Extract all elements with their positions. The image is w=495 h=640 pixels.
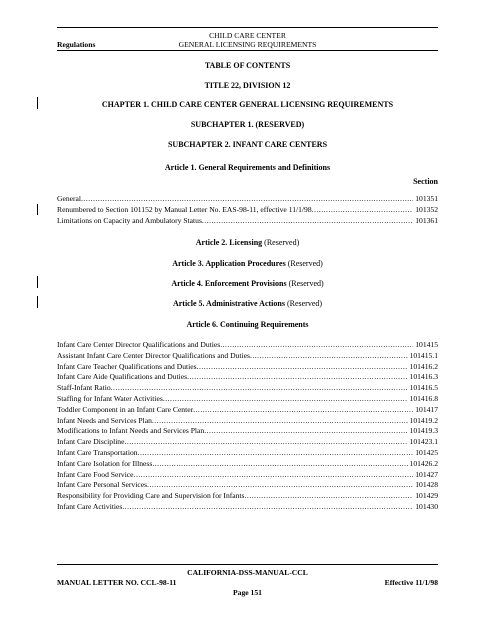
change-bar: [37, 296, 38, 308]
footer-rule: [57, 564, 438, 565]
toc-entry-title: Assistant Infant Care Center Director Qualifications and Duties: [57, 350, 250, 360]
article4-title: Article 4. Enforcement Provisions: [171, 279, 287, 288]
article6-heading: Article 6. Continuing Requirements: [186, 320, 309, 329]
toc-entry[interactable]: [57, 394, 438, 404]
article5-note: (Reserved): [284, 299, 323, 308]
toc-entry-section: 101416.3: [409, 372, 438, 382]
toc-entry-title: Staffing for Infant Water Activities: [57, 394, 163, 403]
article2-heading: [57, 238, 438, 248]
toc-entry-title: Infant Needs and Services Plan: [57, 415, 152, 425]
toc-entry-section: 101423.1: [409, 437, 438, 447]
toc-entry-title: Staff-Infant Ratio: [57, 383, 111, 393]
article5-title: Article 5. Administrative Actions: [172, 299, 285, 308]
header-line2: GENERAL LICENSING REQUIREMENTS: [178, 40, 317, 49]
toc-entry-title: Renumbered to Section 101152 by Manual Letter No. EAS-98-11, effective 11/1/98: [57, 205, 312, 214]
toc-entry-title: Infant Care Center Director Qualifications and Duties: [57, 340, 221, 349]
article5-heading: [57, 299, 438, 309]
dot-leader: [152, 459, 407, 469]
dot-leader: [193, 405, 413, 415]
dot-leader: [111, 383, 408, 393]
toc-entry[interactable]: [57, 372, 438, 382]
page-number: Page 151: [233, 588, 262, 597]
toc-entry-section: 101427: [415, 469, 438, 479]
article3-title: Article 3. Application Procedures: [172, 259, 286, 268]
toc-entry-section: 101417: [415, 404, 438, 414]
toc-entry-title: Infant Care Transportation: [57, 448, 138, 457]
footer-manual-letter: MANUAL LETTER NO. CCL-98-11: [57, 578, 177, 587]
dot-leader: [204, 426, 407, 436]
change-bar: [37, 204, 38, 215]
toc-entry-renumbered[interactable]: [57, 205, 438, 215]
toc-entry-section: 101430: [415, 502, 438, 511]
toc-entry-section: 101419.3: [409, 426, 438, 436]
toc-entry[interactable]: [57, 416, 438, 426]
title-heading: TITLE 22, DIVISION 12: [204, 81, 291, 90]
toc-entry-section: 101415: [415, 340, 438, 349]
toc-entry[interactable]: [57, 340, 438, 350]
toc-entry[interactable]: [57, 383, 438, 393]
toc-entry-section: 101415.1: [409, 350, 438, 360]
toc-entry-title: General: [57, 194, 82, 203]
toc-entry-limitations[interactable]: [57, 216, 438, 226]
header-left-label: Regulations: [57, 40, 96, 49]
section-column-label: Section: [413, 177, 438, 186]
toc-entry[interactable]: [57, 502, 438, 512]
toc-entry-title: Responsibility for Providing Care and Supervision for Infants: [57, 491, 245, 501]
toc-entry-title: Infant Care Activities: [57, 502, 123, 511]
toc-entry-title: Modifications to Infant Needs and Services Plan: [57, 426, 205, 436]
header-bottom-rule: [57, 50, 438, 51]
article3-note: (Reserved): [285, 259, 323, 268]
article4-heading: [57, 279, 438, 289]
toc-entry-title: Infant Care Teacher Qualifications and Duties: [57, 361, 197, 371]
toc-entry[interactable]: [57, 437, 438, 447]
toc-entry[interactable]: [57, 426, 438, 436]
toc-entry-section: 101425: [415, 448, 438, 457]
toc-entry[interactable]: [57, 405, 438, 415]
toc-entry[interactable]: [57, 491, 438, 501]
dot-leader: [122, 502, 413, 512]
article3-heading: [57, 259, 438, 269]
toc-entry-section: 101419.2: [409, 415, 438, 425]
dot-leader: [202, 216, 413, 226]
dot-leader: [250, 351, 408, 361]
toc-entry-section: 101361: [415, 216, 438, 225]
toc-entry-title: Infant Care Discipline: [57, 437, 125, 447]
change-bar: [37, 276, 38, 288]
article2-title: Article 2. Licensing: [195, 238, 263, 247]
dot-leader: [81, 194, 413, 204]
toc-entry-section: 101426.2: [409, 458, 438, 468]
toc-entry[interactable]: [57, 362, 438, 372]
dot-leader: [138, 448, 414, 458]
subchapter1-heading: SUBCHAPTER 1. (RESERVED): [190, 120, 305, 129]
dot-leader: [152, 416, 408, 426]
toc-entry-title: Toddler Component in an Infant Care Center: [57, 404, 194, 414]
dot-leader: [163, 394, 408, 404]
dot-leader: [187, 372, 407, 382]
dot-leader: [134, 470, 414, 480]
toc-entry-section: 101428: [415, 480, 438, 490]
toc-heading: TABLE OF CONTENTS: [204, 61, 291, 70]
footer-effective-date: Effective 11/1/98: [384, 578, 438, 587]
change-bar: [37, 97, 38, 109]
toc-entry[interactable]: [57, 480, 438, 490]
toc-entry-section: 101352: [415, 205, 438, 214]
toc-entry-section: 101416.8: [409, 394, 438, 403]
toc-entry-title: Limitations on Capacity and Ambulatory Status: [57, 216, 202, 225]
toc-entry-section: 101416.2: [409, 361, 438, 371]
dot-leader: [312, 205, 414, 215]
dot-leader: [124, 437, 407, 447]
chapter-heading: CHAPTER 1. CHILD CARE CENTER GENERAL LICENSING REQUIREMENTS: [101, 100, 394, 109]
dot-leader: [245, 491, 414, 501]
toc-entry-title: Infant Care Aide Qualifications and Duties: [57, 372, 188, 382]
toc-entry[interactable]: [57, 470, 438, 480]
dot-leader: [197, 362, 408, 372]
toc-entry-section: 101351: [415, 194, 438, 203]
dot-leader: [147, 480, 413, 490]
toc-entry[interactable]: [57, 459, 438, 469]
toc-entry[interactable]: [57, 351, 438, 361]
toc-entry-section: 101429: [415, 491, 438, 501]
dot-leader: [220, 340, 413, 350]
toc-entry-title: Infant Care Food Service: [57, 469, 134, 479]
toc-entry-general[interactable]: [57, 194, 438, 204]
header-line1: CHILD CARE CENTER: [209, 31, 286, 40]
article4-note: (Reserved): [286, 279, 324, 288]
subchapter2-heading: SUBCHAPTER 2. INFANT CARE CENTERS: [167, 140, 328, 149]
header-top-rule: [57, 27, 438, 28]
toc-entry-section: 101416.5: [409, 383, 438, 393]
footer-manual-name: CALIFORNIA-DSS-MANUAL-CCL: [187, 568, 308, 577]
article2-note: (Reserved): [262, 238, 300, 247]
toc-entry-title: Infant Care Personal Services: [57, 480, 148, 490]
toc-entry[interactable]: [57, 448, 438, 458]
article1-heading: Article 1. General Requirements and Definitions: [164, 163, 331, 172]
toc-entry-title: Infant Care Isolation for Illness: [57, 458, 153, 468]
